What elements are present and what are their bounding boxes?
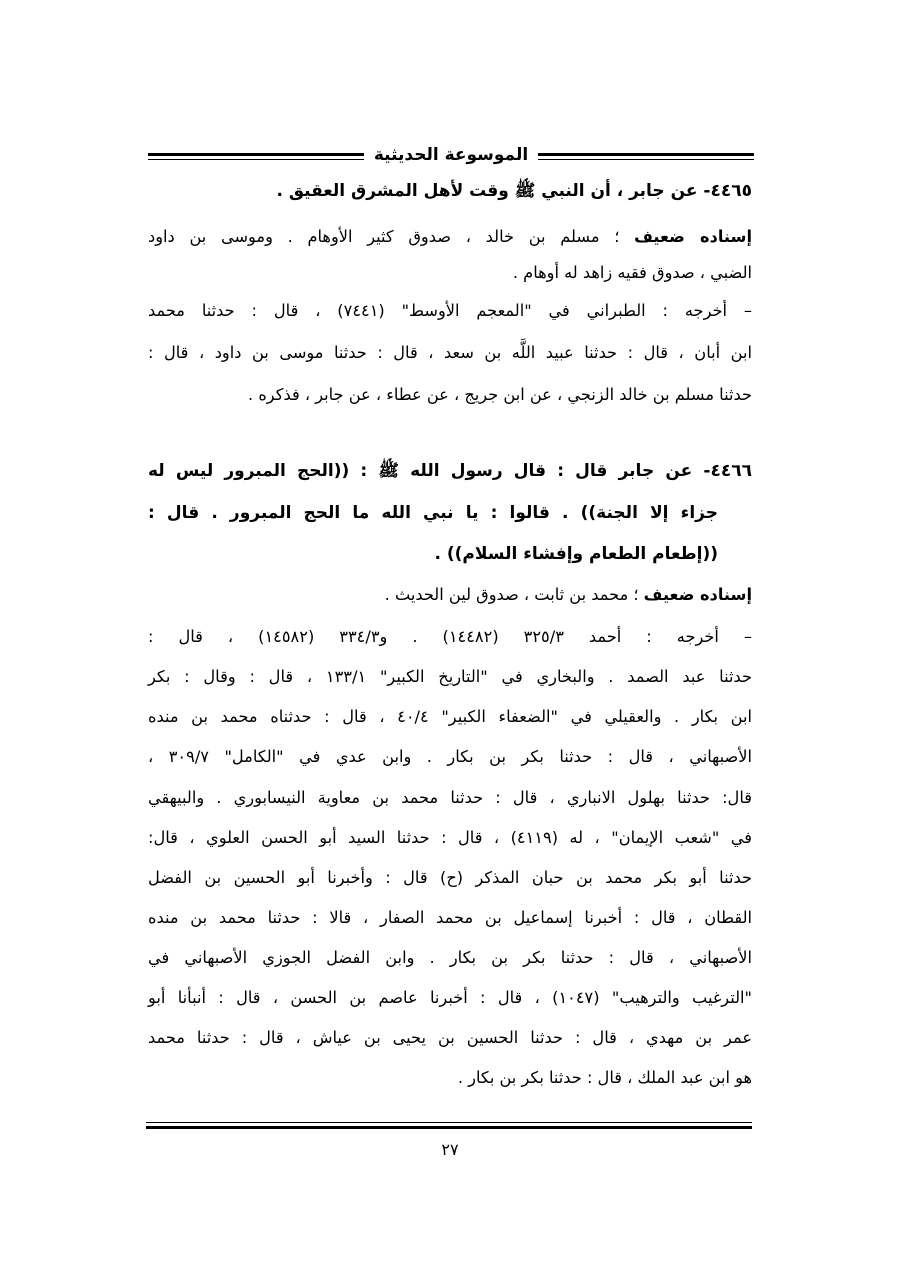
hadith-4466-takhrij-line: القطان ، قال : أخبرنا إسماعيل بن محمد الصفار ، قالا : حدثنا محمد بن منده — [148, 908, 752, 927]
hadith-4465-heading: ٤٤٦٥- عن جابر ، أن النبي ﷺ وقت لأهل المشرق العقيق . — [276, 181, 752, 201]
hadith-4466-takhrij-line: – أخرجه : أحمد ٣٢٥/٣ (١٤٤٨٢) . و٣٣٤/٣ (١٤٥٨٢) ، قال : — [148, 627, 752, 646]
hadith-4466-takhrij-line: "الترغيب والترهيب" (١٠٤٧) ، قال : أخبرنا عاصم بن الحسن ، قال : أنبأنا أبو — [148, 988, 752, 1007]
hadith-4465-grade-line-1 — [148, 226, 752, 248]
grade-text: ؛ مسلم بن خالد ، صدوق كثير الأوهام . وموسى بن داود — [148, 227, 635, 246]
hadith-4465-takhrij-line: ابن أبان ، قال : حدثنا عبيد اللَّه بن سعد ، قال : حدثنا موسى بن داود ، قال : — [148, 343, 752, 362]
hadith-4466-heading-line: ٤٤٦٦- عن جابر قال : قال رسول الله ﷺ : ((الحج المبرور ليس له — [148, 461, 752, 481]
hadith-4466-takhrij-line: هو ابن عبد الملك ، قال : حدثنا بكر بن بكار . — [457, 1068, 752, 1087]
hadith-4466-heading-line: جزاء إلا الجنة)) . قالوا : يا نبي الله ما الحج المبرور . قال : — [148, 503, 718, 523]
hadith-4466-heading-line: ((إطعام الطعام وإفشاء السلام)) . — [434, 544, 718, 564]
page-number: ٢٧ — [441, 1140, 459, 1159]
hadith-4465-takhrij-line: حدثنا مسلم بن خالد الزنجي ، عن ابن جريج ، عن عطاء ، عن جابر ، فذكره . — [248, 385, 752, 404]
grade-label: إسناده ضعيف — [643, 585, 752, 604]
hadith-4466-grade — [148, 584, 752, 606]
hadith-4466-takhrij-line: عمر بن مهدي ، قال : حدثنا الحسين بن يحيى بن عياش ، قال : حدثنا محمد — [148, 1028, 752, 1047]
hadith-4465-takhrij-line: – أخرجه : الطبراني في "المعجم الأوسط" (٧٤٤١) ، قال : حدثنا محمد — [148, 301, 752, 320]
footer-rule-thick — [146, 1126, 752, 1129]
grade-label: إسناده ضعيف — [634, 227, 752, 246]
hadith-4466-takhrij-line: الأصبهاني ، قال : حدثنا بكر بن بكار . وابن عدي في "الكامل" ٣٠٩/٧ ، — [148, 747, 752, 766]
footer-rule-thin — [146, 1122, 752, 1123]
hadith-4466-takhrij-line: في "شعب الإيمان" ، له (٤١١٩) ، قال : حدثنا السيد أبو الحسن العلوي ، قال: — [148, 828, 752, 847]
hadith-4466-takhrij-line: قال: حدثنا بهلول الانباري ، قال : حدثنا محمد بن معاوية النيسابوري . والبيهقي — [148, 788, 752, 807]
hadith-4465-grade-line-2: الضبي ، صدوق فقيه زاهد له أوهام . — [512, 263, 752, 282]
hadith-4466-takhrij-line: حدثنا أبو بكر محمد بن حبان المذكر (ح) قال : وأخبرنا أبو الحسين بن الفضل — [148, 868, 752, 887]
hadith-4466-takhrij-line: الأصبهاني ، قال : حدثنا بكر بن بكار . وابن الفضل الجوزي الأصبهاني في — [148, 948, 752, 967]
grade-text: ؛ محمد بن ثابت ، صدوق لين الحديث . — [384, 585, 644, 604]
header-title: الموسوعة الحديثية — [148, 144, 754, 166]
running-header — [148, 144, 754, 174]
hadith-4466-takhrij-line: حدثنا عبد الصمد . والبخاري في "التاريخ الكبير" ١٣٣/١ ، قال : وقال : بكر — [148, 667, 752, 686]
hadith-4466-takhrij-line: ابن بكار . والعقيلي في "الضعفاء الكبير" ٤٠/٤ ، قال : حدثناه محمد بن منده — [148, 707, 752, 726]
